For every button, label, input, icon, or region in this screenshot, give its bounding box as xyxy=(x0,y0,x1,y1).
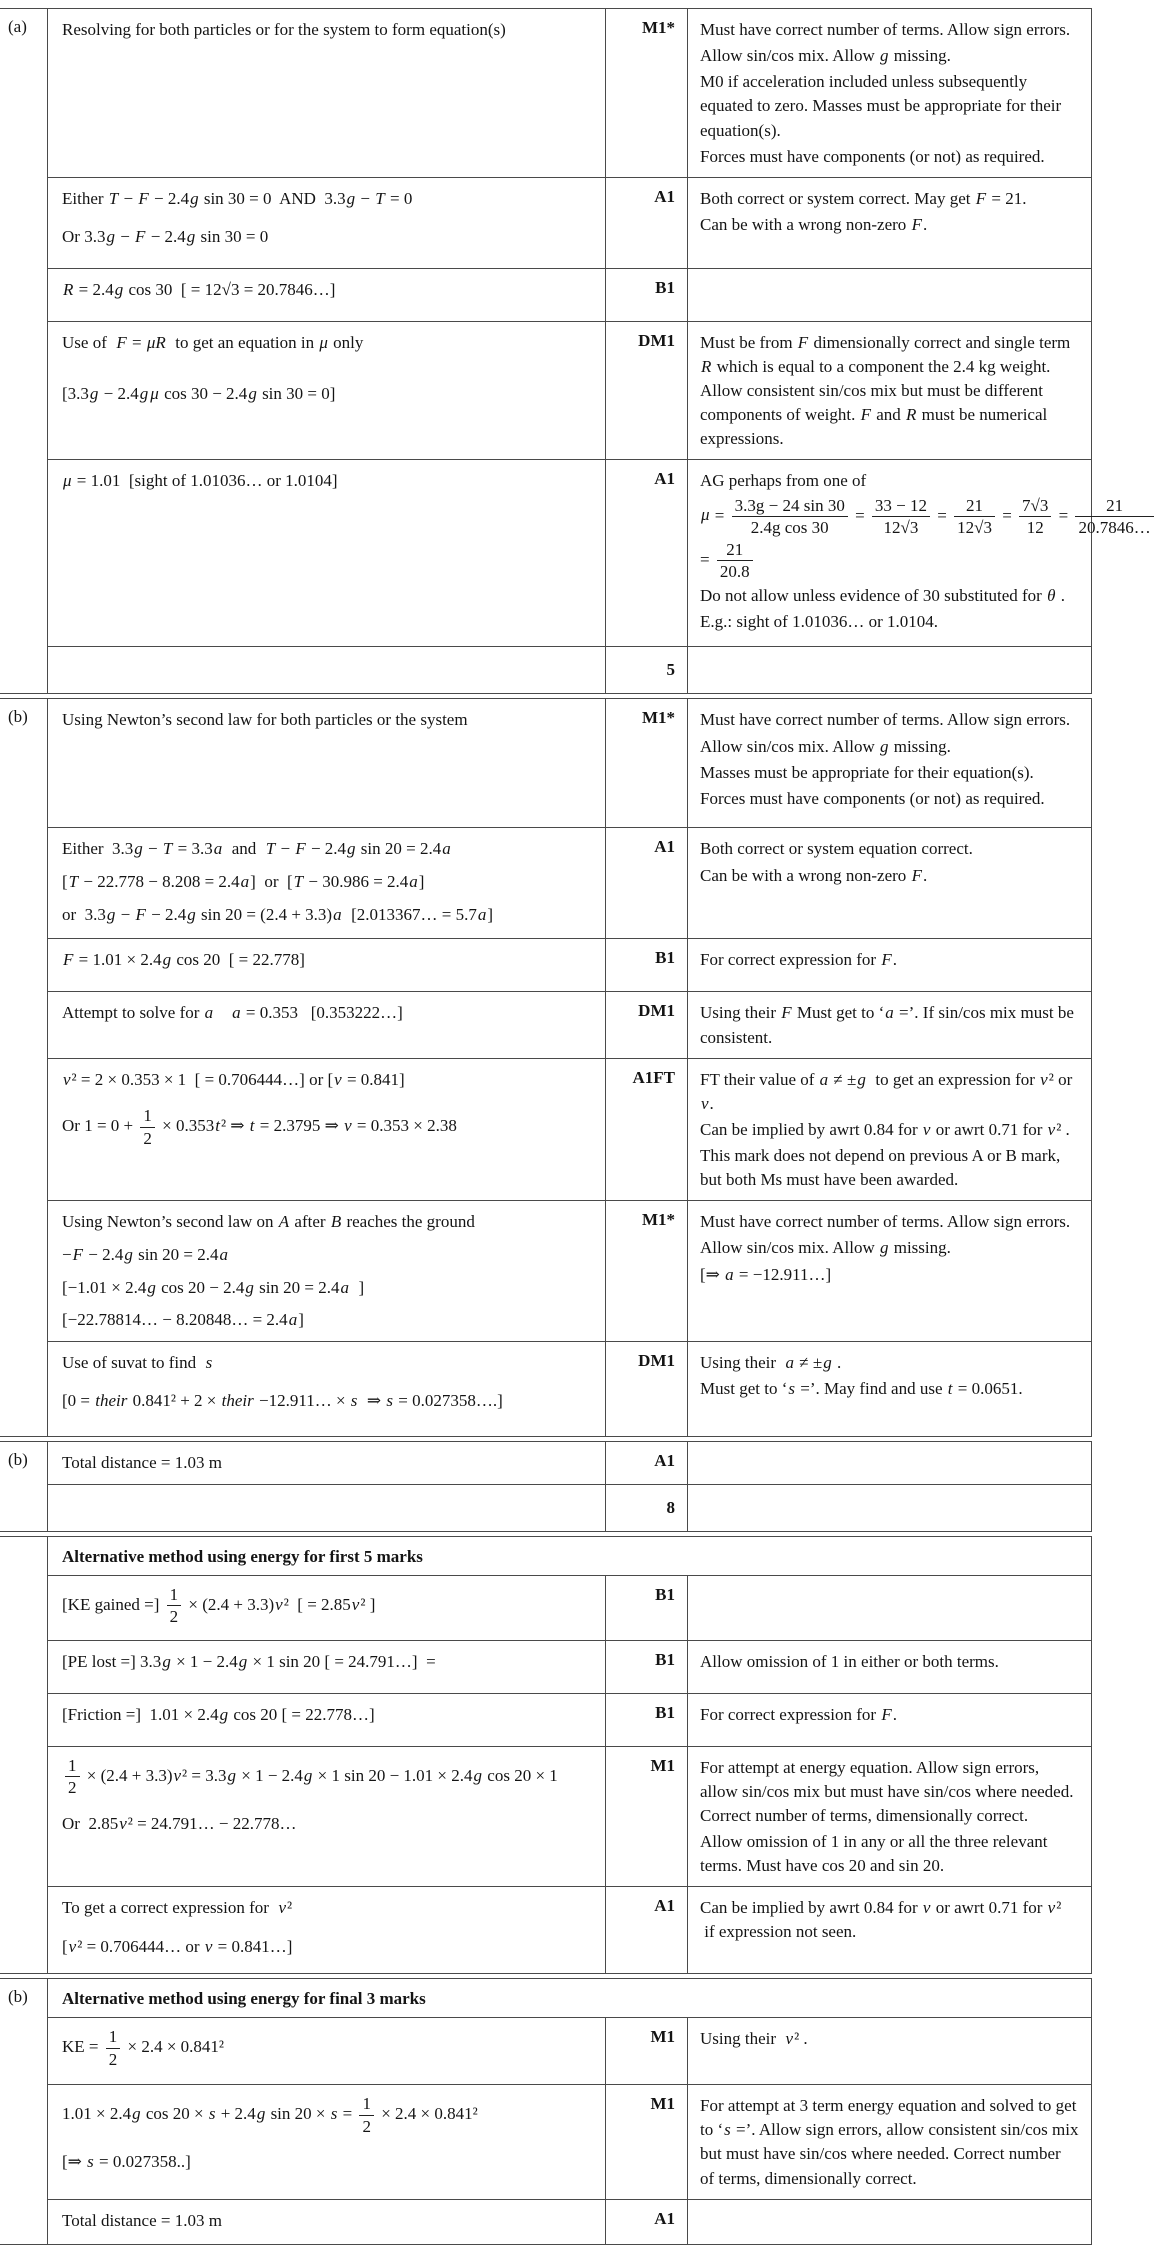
notes-cell xyxy=(688,1442,1091,1484)
table-row xyxy=(48,991,1091,1057)
math-variable: t xyxy=(215,1116,220,1136)
working-line: R = 2.4g cos 30 [ = 12√3 = 20.7846…] xyxy=(63,279,336,299)
math-variable: v xyxy=(701,1093,709,1113)
section-rows xyxy=(48,1979,1091,2244)
note-line: Must have correct number of terms. Allow sign errors. xyxy=(700,710,1071,730)
working-line: To get a correct expression for v² xyxy=(62,1898,293,1918)
fraction: $\frac{1}{2}$ xyxy=(65,1756,80,1798)
note-line: FT their value of a ≠ ±g to get an expression for v² or v. xyxy=(700,1069,1073,1113)
working-line: [−1.01 × 2.4g cos 20 − 2.4g sin 20 = 2.4a ] xyxy=(62,1277,365,1297)
math-variable: F xyxy=(135,227,146,247)
note-line: μ = $\frac{3.3g - 24 \sin 30}{\text{2.4g cos 30}}$ = $\frac{33 - 12}{12√3}$ = $\frac{21}{12√3}$ = $\frac{7√3}{12}$ = $\frac{21}{20.7846\dots}$ xyxy=(700,496,1079,538)
notes-cell xyxy=(688,9,1091,177)
math-variable: g xyxy=(139,384,149,404)
math-variable: g xyxy=(190,188,199,208)
working-line: Either 3.3g − T = 3.3a and T − F − 2.4g sin 20 = 2.4a xyxy=(62,839,451,859)
table-row xyxy=(48,646,1091,693)
math-variable: v xyxy=(1047,1898,1056,1918)
math-variable: g xyxy=(124,1244,133,1264)
math-variable: T xyxy=(265,839,276,859)
math-variable: v xyxy=(63,1069,71,1089)
math-variable: a xyxy=(725,1264,734,1284)
working-cell xyxy=(48,178,606,268)
notes-cell xyxy=(688,1342,1091,1436)
note-line: Masses must be appropriate for their equation(s). xyxy=(700,762,1034,782)
mark-cell: 5 xyxy=(606,647,688,693)
table-row xyxy=(48,1058,1091,1201)
working-cell xyxy=(48,2200,606,2244)
fraction: $\frac{7√3}{12}$ xyxy=(1019,496,1051,538)
section-header: Alternative method using energy for final 3 marks xyxy=(62,1989,426,2009)
math-variable: g xyxy=(473,1765,483,1785)
note-line: For correct expression for F. xyxy=(700,950,897,970)
math-variable: a xyxy=(477,904,487,924)
table-row xyxy=(48,1341,1091,1436)
mark-cell: B1 xyxy=(606,269,688,321)
working-cell xyxy=(48,1201,606,1341)
working-line: F = 1.01 × 2.4g cos 20 [ = 22.778] xyxy=(63,950,305,970)
working-line: [KE gained =] $\frac{1}{2}$ × (2.4 + 3.3)v² [ = 2.85v² ] xyxy=(62,1584,376,1627)
math-variable: v xyxy=(275,1594,283,1614)
table-row xyxy=(48,2017,1091,2084)
table-row xyxy=(48,2084,1091,2199)
table-row xyxy=(48,177,1091,268)
math-variable: F xyxy=(975,188,987,208)
working-cell xyxy=(48,322,606,460)
math-variable: v xyxy=(173,1765,182,1785)
math-variable: v xyxy=(68,1936,77,1956)
section-table xyxy=(0,1441,1092,1532)
note-line: Allow omission of 1 in any or all the three relevant terms. Must have cos 20 and sin 20. xyxy=(700,1831,1048,1876)
part-label: (a) xyxy=(0,9,48,693)
note-line: Can be with a wrong non-zero F. xyxy=(700,214,928,234)
note-line: E.g.: sight of 1.01036… or 1.0104. xyxy=(700,611,938,631)
notes-cell xyxy=(688,992,1091,1057)
math-variable: a xyxy=(340,1277,350,1297)
working-line: [0 = their 0.841² + 2 × their −12.911… × s ⇒ s = 0.027358….] xyxy=(62,1391,503,1411)
math-variable: F xyxy=(881,1704,892,1724)
header-row xyxy=(48,1979,1091,2017)
math-variable: g xyxy=(346,188,356,208)
notes-cell xyxy=(688,699,1091,827)
math-variable: g xyxy=(147,1277,156,1297)
math-variable: g xyxy=(303,1765,313,1785)
fraction: $\frac{21}{20.8}$ xyxy=(717,540,753,582)
math-variable: g xyxy=(162,950,172,970)
mark-cell: DM1 xyxy=(606,992,688,1057)
math-variable: s xyxy=(330,2104,338,2124)
note-line: For attempt at energy equation. Allow sign errors, allow sin/cos mix but must have sin/cos where needed. Correct number of terms, dimensionally correct. xyxy=(700,1757,1074,1825)
math-variable: g xyxy=(227,1765,236,1785)
notes-cell xyxy=(688,1059,1091,1201)
working-line: Resolving for both particles or for the system to form equation(s) xyxy=(62,20,506,39)
math-variable: g xyxy=(106,904,116,924)
working-cell xyxy=(48,1342,606,1436)
working-cell xyxy=(48,269,606,321)
working-cell xyxy=(48,1059,606,1201)
table-row xyxy=(48,699,1091,827)
working-line xyxy=(62,363,595,374)
table-row xyxy=(48,1575,1091,1640)
section-rows xyxy=(48,1442,1091,1531)
working-cell xyxy=(48,992,606,1057)
math-variable: a xyxy=(219,1244,229,1264)
math-variable: a xyxy=(204,1003,214,1023)
mark-cell: B1 xyxy=(606,1641,688,1693)
math-variable: F xyxy=(860,405,871,425)
note-line: M0 if acceleration included unless subsequently equated to zero. Masses must be appropriate for their equation(s). xyxy=(700,72,1062,140)
math-variable: g xyxy=(256,2104,266,2124)
note-line: For attempt at 3 term energy equation and solved to get to ‘s =’. Allow sign errors, allow consistent sin/cos mix but must have sin/cos where needed. Correct number of terms, dimensionally correct. xyxy=(700,2096,1079,2188)
notes-cell xyxy=(688,939,1091,991)
working-line: Or 3.3g − F − 2.4g sin 30 = 0 xyxy=(62,227,269,247)
note-line: Must have correct number of terms. Allow sign errors. xyxy=(700,1212,1071,1232)
working-cell xyxy=(48,2018,606,2084)
math-variable: v xyxy=(344,1116,352,1136)
math-variable: g xyxy=(857,1069,866,1089)
working-line: Or 1 = 0 + $\frac{1}{2}$ × 0.353t² ⇒ t = 2.3795 ⇒ v = 0.353 × 2.38 xyxy=(62,1106,457,1148)
mark-cell: A1 xyxy=(606,178,688,268)
math-variable: μ xyxy=(63,471,72,491)
note-line: = $\frac{21}{20.8}$ xyxy=(700,540,1079,582)
math-variable: v xyxy=(922,1119,931,1139)
math-variable: s xyxy=(386,1391,394,1411)
working-line: KE = $\frac{1}{2}$ × 2.4 × 0.841² xyxy=(62,2027,225,2069)
math-variable: v xyxy=(204,1936,213,1956)
note-line: Allow omission of 1 in either or both terms. xyxy=(700,1651,999,1671)
mark-cell: DM1 xyxy=(606,322,688,460)
math-variable: g xyxy=(219,1704,229,1724)
part-label: (b) xyxy=(0,1442,48,1531)
mark-cell: DM1 xyxy=(606,1342,688,1436)
table-row xyxy=(48,2199,1091,2244)
table-row xyxy=(48,9,1091,177)
fraction: $\frac{1}{2}$ xyxy=(167,1585,182,1627)
math-variable: g xyxy=(347,839,356,859)
mark-cell: M1 xyxy=(606,2085,688,2199)
math-variable: s xyxy=(788,1378,795,1398)
math-variable: F xyxy=(135,904,146,924)
mark-cell: M1* xyxy=(606,699,688,827)
math-variable: s xyxy=(205,1352,213,1372)
section-rows xyxy=(48,699,1091,1435)
math-variable: g xyxy=(879,46,889,66)
working-line: Using Newton’s second law for both particles or the system xyxy=(62,710,468,730)
working-cell xyxy=(48,9,606,177)
math-variable: μ xyxy=(701,505,710,525)
mark-cell: A1 xyxy=(606,460,688,646)
notes-cell xyxy=(688,1576,1091,1640)
math-variable: s xyxy=(208,2104,216,2124)
table-row xyxy=(48,1200,1091,1341)
note-line: [⇒ a = −12.911…] xyxy=(700,1264,832,1284)
working-cell xyxy=(48,1485,606,1531)
working-line: v² = 2 × 0.353 × 1 [ = 0.706444…] or [v = 0.841] xyxy=(63,1069,405,1089)
working-cell xyxy=(48,699,606,827)
mark-cell: A1 xyxy=(606,828,688,938)
math-variable: θ xyxy=(1047,585,1056,605)
note-line: Allow sin/cos mix. Allow g missing. xyxy=(700,46,951,66)
math-variable: v xyxy=(1040,1069,1048,1089)
notes-cell xyxy=(688,1694,1091,1746)
mark-cell: A1 xyxy=(606,1442,688,1484)
math-variable: g xyxy=(106,227,115,247)
working-cell xyxy=(48,1442,606,1484)
section-rows xyxy=(48,1537,1091,1973)
math-variable: F xyxy=(63,950,74,970)
mark-cell: M1 xyxy=(606,2018,688,2084)
math-variable: μ xyxy=(150,384,159,404)
math-variable: F xyxy=(881,950,892,970)
math-variable: a xyxy=(333,904,342,924)
math-variable: their xyxy=(221,1391,254,1411)
mark-cell: A1 xyxy=(606,1887,688,1973)
math-variable: g xyxy=(879,1238,889,1258)
working-cell xyxy=(48,939,606,991)
table-row xyxy=(48,459,1151,646)
working-line: Use of F = μR to get an equation in μ only xyxy=(62,332,364,352)
working-line: or 3.3g − F − 2.4g sin 20 = (2.4 + 3.3)a [2.013367… = 5.7a] xyxy=(62,904,494,924)
math-variable: a xyxy=(232,1003,241,1023)
notes-cell xyxy=(688,460,1151,646)
mark-cell: A1 xyxy=(606,2200,688,2244)
working-cell xyxy=(48,2085,606,2199)
mark-cell: M1 xyxy=(606,1747,688,1887)
working-line: Attempt to solve for a a = 0.353 [0.353222…] xyxy=(62,1003,403,1023)
notes-cell xyxy=(688,1641,1091,1693)
working-line: −F − 2.4g sin 20 = 2.4a xyxy=(62,1244,229,1264)
math-variable: v xyxy=(351,1594,360,1614)
working-line: Use of suvat to find s xyxy=(62,1352,213,1372)
working-cell xyxy=(48,460,606,646)
table-row xyxy=(48,1886,1091,1973)
notes-cell xyxy=(688,178,1091,268)
math-variable: a xyxy=(240,872,250,892)
math-variable: a xyxy=(409,872,418,892)
note-line: Can be with a wrong non-zero F. xyxy=(700,865,928,885)
math-variable: T xyxy=(108,188,119,208)
section-table xyxy=(0,8,1151,694)
mark-cell: M1* xyxy=(606,1201,688,1341)
math-variable: F xyxy=(911,865,922,885)
notes-cell xyxy=(688,1201,1091,1341)
notes-cell xyxy=(688,322,1091,460)
working-line: [3.3g − 2.4g μ cos 30 − 2.4g sin 30 = 0] xyxy=(62,384,336,404)
section-table xyxy=(0,1978,1092,2245)
working-cell xyxy=(48,1641,606,1693)
table-row xyxy=(48,1746,1091,1887)
math-variable: a xyxy=(213,839,223,859)
math-variable: T xyxy=(293,872,304,892)
table-row xyxy=(48,1442,1091,1484)
part-label xyxy=(0,1537,48,1973)
math-variable: v xyxy=(278,1898,287,1918)
math-variable: a xyxy=(442,839,451,859)
math-variable: g xyxy=(245,1277,254,1297)
math-variable: g xyxy=(187,904,196,924)
note-line: AG perhaps from one of xyxy=(700,471,867,491)
working-line: Total distance = 1.03 m xyxy=(62,2210,222,2230)
math-variable: v xyxy=(119,1813,127,1833)
working-line: 1.01 × 2.4g cos 20 × s + 2.4g sin 20 × s = $\frac{1}{2}$ × 2.4 × 0.841² xyxy=(62,2094,478,2136)
math-variable: g xyxy=(823,1352,832,1372)
working-line: $\frac{1}{2}$ × (2.4 + 3.3)v² = 3.3g × 1 − 2.4g × 1 sin 20 − 1.01 × 2.4g cos 20 × 1 xyxy=(62,1756,595,1798)
math-variable: s xyxy=(87,2152,94,2172)
math-variable: a xyxy=(288,1310,298,1330)
math-variable: F xyxy=(911,214,922,234)
note-line: Using their F Must get to ‘a =’. If sin/cos mix must be consistent. xyxy=(700,1003,1074,1047)
note-line: Must have correct number of terms. Allow sign errors. xyxy=(700,20,1071,39)
mark-cell: A1FT xyxy=(606,1059,688,1201)
working-line: [T − 22.778 − 8.208 = 2.4a] or [T − 30.986 = 2.4a] xyxy=(62,872,425,892)
working-line: μ = 1.01 [sight of 1.01036… or 1.0104] xyxy=(63,471,338,491)
math-variable: g xyxy=(879,736,889,756)
working-cell xyxy=(48,1887,606,1973)
math-variable: g xyxy=(186,227,196,247)
fraction: $\frac{21}{20.7846\dots}$ xyxy=(1075,496,1153,538)
mark-cell: B1 xyxy=(606,1576,688,1640)
working-cell xyxy=(48,828,606,938)
math-variable: g xyxy=(114,279,124,299)
note-line: Both correct or system equation correct. xyxy=(700,839,973,859)
working-line: [−22.78814… − 8.20848… = 2.4a] xyxy=(62,1310,304,1330)
fraction: $\frac{1}{2}$ xyxy=(106,2027,121,2069)
working-line: Total distance = 1.03 m xyxy=(62,1452,222,1472)
section-table xyxy=(0,698,1092,1436)
math-variable: g xyxy=(238,1651,248,1671)
part-label: (b) xyxy=(0,699,48,1435)
math-variable: T xyxy=(162,839,173,859)
math-variable: a xyxy=(885,1003,894,1023)
working-line: Either T − F − 2.4g sin 30 = 0 AND 3.3g − T = 0 xyxy=(62,188,413,208)
working-cell xyxy=(48,647,606,693)
working-line: [PE lost =] 3.3g × 1 − 2.4g × 1 sin 20 [ = 24.791…] = xyxy=(62,1651,436,1671)
fraction: $\frac{1}{2}$ xyxy=(359,2094,374,2136)
note-line: Allow sin/cos mix. Allow g missing. xyxy=(700,736,951,756)
note-line: Forces must have components (or not) as required. xyxy=(700,146,1045,166)
mark-cell: 8 xyxy=(606,1485,688,1531)
mark-cell: M1* xyxy=(606,9,688,177)
math-variable: R xyxy=(906,405,917,425)
math-variable: F xyxy=(295,839,306,859)
working-line: [Friction =] 1.01 × 2.4g cos 20 [ = 22.778…] xyxy=(62,1704,375,1724)
math-variable: F xyxy=(138,188,149,208)
math-variable: a xyxy=(819,1069,829,1089)
table-row xyxy=(48,268,1091,321)
notes-cell xyxy=(688,1485,1091,1531)
section-table xyxy=(0,1536,1092,1974)
section-rows xyxy=(48,9,1151,693)
working-line: [⇒ s = 0.027358..] xyxy=(62,2152,191,2172)
part-label: (b) xyxy=(0,1979,48,2244)
math-variable: a xyxy=(785,1352,795,1372)
fraction: $\frac{21}{12√3}$ xyxy=(954,496,995,538)
header-row xyxy=(48,1537,1091,1575)
working-line: [v² = 0.706444… or v = 0.841…] xyxy=(62,1936,293,1956)
note-line: Can be implied by awrt 0.84 for v or awrt 0.71 for v² if expression not seen. xyxy=(700,1898,1062,1942)
fraction: $\frac{1}{2}$ xyxy=(140,1106,155,1148)
note-line: Using their a ≠ ±g . xyxy=(700,1352,842,1372)
notes-cell xyxy=(688,2200,1091,2244)
math-variable: g xyxy=(132,2104,141,2124)
math-variable: g xyxy=(134,839,143,859)
math-variable: μ xyxy=(319,332,328,352)
math-variable: s xyxy=(350,1391,358,1411)
math-variable: g xyxy=(162,1651,171,1671)
table-row xyxy=(48,1693,1091,1746)
note-line: Using their v² . xyxy=(700,2029,808,2049)
math-variable: R xyxy=(63,279,74,299)
math-variable: g xyxy=(248,384,257,404)
note-line: Must be from F dimensionally correct and single term R which is equal to a component the 2.4 kg weight. Allow consistent sin/cos mix but must be different components of weight. F and R must be numerical expressions. xyxy=(700,332,1071,449)
math-variable: A xyxy=(278,1212,290,1232)
working-cell xyxy=(48,1747,606,1887)
math-variable: T xyxy=(68,872,79,892)
mark-cell: B1 xyxy=(606,1694,688,1746)
math-variable: v xyxy=(922,1898,931,1918)
note-line: Do not allow unless evidence of 30 substituted for θ . xyxy=(700,585,1065,605)
working-line: Using Newton’s second law on A after B reaches the ground xyxy=(62,1212,475,1232)
note-line: For correct expression for F. xyxy=(700,1704,897,1724)
math-variable: F xyxy=(781,1003,792,1023)
fraction: $\frac{33 - 12}{12√3}$ xyxy=(872,496,930,538)
math-variable: F xyxy=(116,332,127,352)
note-line: Can be implied by awrt 0.84 for v or awrt 0.71 for v² . xyxy=(700,1119,1070,1139)
mark-cell: B1 xyxy=(606,939,688,991)
note-line: Both correct or system correct. May get F = 21. xyxy=(700,188,1027,208)
math-variable: v xyxy=(1047,1119,1056,1139)
notes-cell xyxy=(688,1747,1091,1887)
note-line: This mark does not depend on previous A or B mark, but both Ms must have been awarded. xyxy=(700,1146,1061,1190)
table-row xyxy=(48,827,1091,938)
math-variable: B xyxy=(330,1212,342,1232)
math-variable: v xyxy=(785,2029,794,2049)
section-header: Alternative method using energy for first 5 marks xyxy=(62,1546,423,1566)
math-variable: μR xyxy=(146,332,166,352)
note-line: Allow sin/cos mix. Allow g missing. xyxy=(700,1238,951,1258)
math-variable: v xyxy=(334,1069,342,1089)
fraction: $\frac{3.3g - 24 \sin 30}{\text{2.4g cos 30}}$ xyxy=(732,496,848,538)
working-cell xyxy=(48,1694,606,1746)
math-variable: t xyxy=(947,1378,953,1398)
math-variable: R xyxy=(701,356,712,376)
math-variable: T xyxy=(375,188,385,208)
notes-cell xyxy=(688,2018,1091,2084)
notes-cell xyxy=(688,828,1091,938)
notes-cell xyxy=(688,2085,1091,2199)
math-variable: g xyxy=(89,384,99,404)
math-variable: their xyxy=(95,1391,128,1411)
math-variable: s xyxy=(724,2120,731,2140)
table-row xyxy=(48,1484,1091,1531)
math-variable: F xyxy=(72,1244,83,1264)
table-row xyxy=(48,938,1091,991)
math-variable: t xyxy=(249,1116,255,1136)
note-line: Forces must have components (or not) as required. xyxy=(700,788,1045,808)
working-cell xyxy=(48,1576,606,1640)
table-row xyxy=(48,321,1091,460)
working-line: Or 2.85v² = 24.791… − 22.778… xyxy=(62,1813,297,1833)
notes-cell xyxy=(688,269,1091,321)
table-row xyxy=(48,1640,1091,1693)
math-variable: F xyxy=(797,332,809,352)
notes-cell xyxy=(688,1887,1091,1973)
note-line: Must get to ‘s =’. May find and use t = 0.0651. xyxy=(700,1378,1023,1398)
notes-cell xyxy=(688,647,1091,693)
